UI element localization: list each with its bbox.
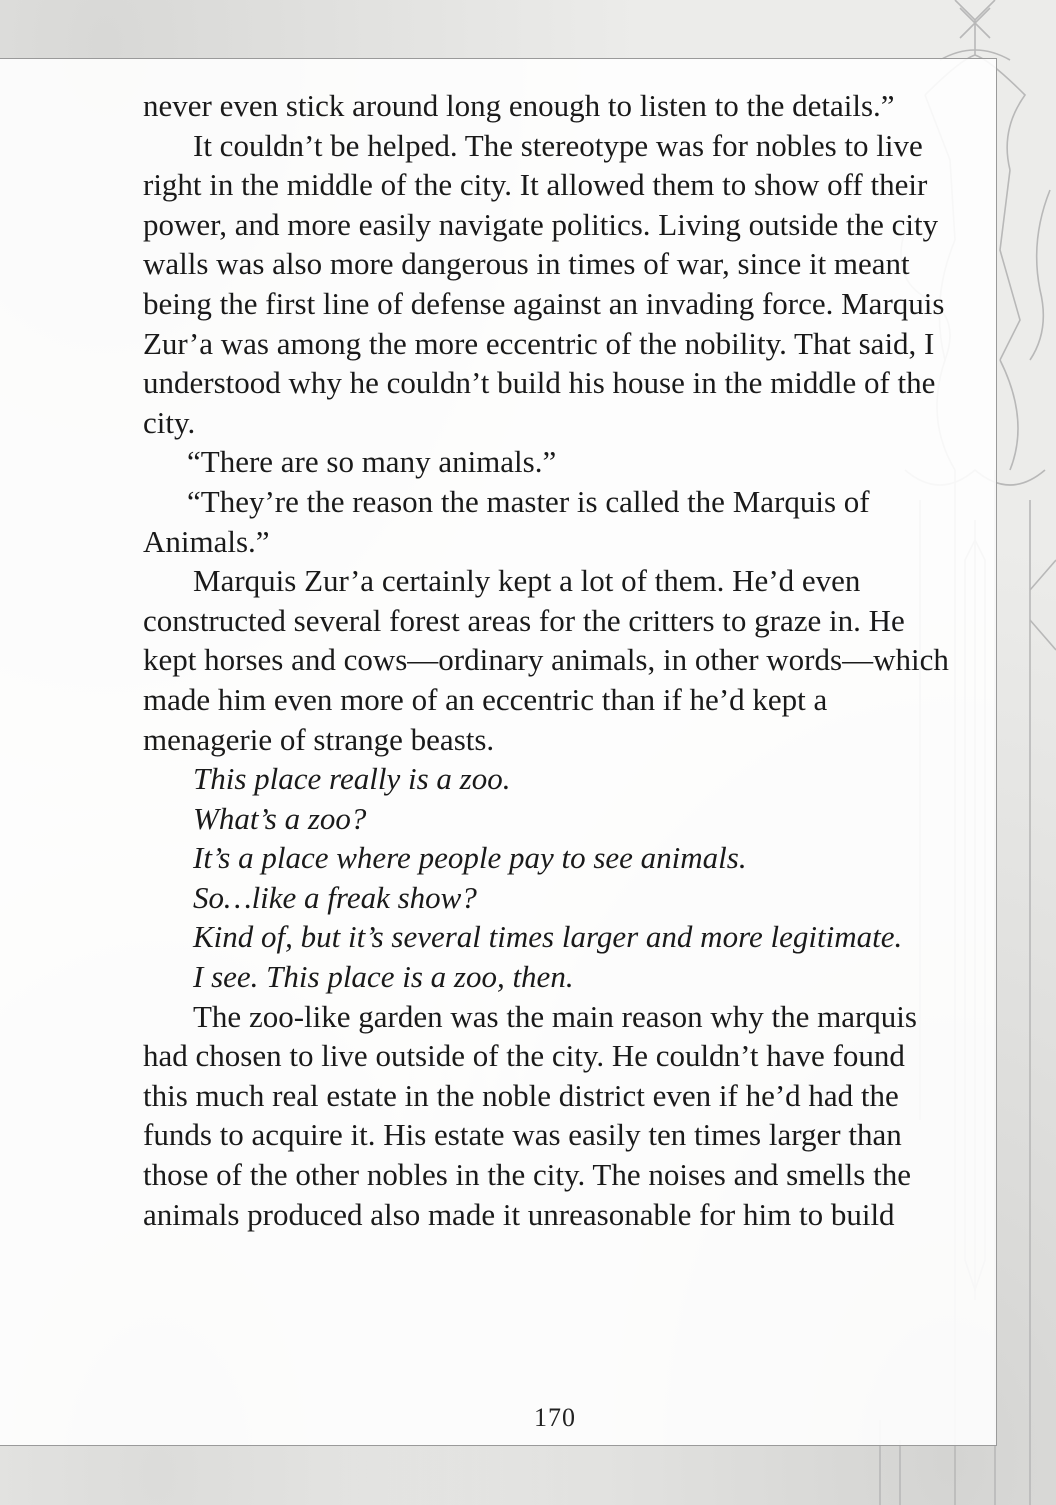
- italic-line-4: So…like a freak show?: [193, 879, 477, 915]
- italic-line-6: I see. This place is a zoo, then.: [193, 959, 574, 995]
- italic-line-2: What’s a zoo?: [193, 800, 367, 836]
- italic-line-1: This place really is a zoo.: [193, 761, 511, 797]
- page-number: 170: [534, 1403, 576, 1432]
- paragraph-2: It couldn’t be helped. The stereotype was for nobles to live right in the middle of the city. It allowed them to show off their power, and more easily navigate politics. Living outside the city walls was also more dangerous in times of war, since it meant being the first line of defense against an invading force. Marquis Zur’a was among the more eccentric of the nobility. That said, I understood why he couldn’t build his house in the middle of the city.: [143, 127, 953, 440]
- paragraph-1: never even stick around long enough to listen to the details.”: [143, 88, 895, 123]
- paragraph-5: Marquis Zur’a certainly kept a lot of them. He’d even constructed several forest areas for the critters to graze in. He kept horses and cows—ordinary animals, in other words—which made him even more of an eccentric than if he’d kept a menagerie of strange beasts.: [143, 563, 957, 757]
- italic-line-5: Kind of, but it’s several times larger and more legitimate.: [193, 919, 903, 955]
- paragraph-3: “There are so many animals.”: [187, 444, 557, 480]
- paragraph-4: “They’re the reason the master is called the Marquis of Animals.”: [143, 483, 876, 559]
- italic-line-3: It’s a place where people pay to see animals.: [193, 840, 747, 876]
- body-text: [143, 86, 957, 1234]
- paragraph-6: The zoo-like garden was the main reason why the marquis had chosen to live outside of the city. He couldn’t have found this much real estate in the noble district even if he’d had the funds to acquire it. His estate was easily ten times larger than those of the other nobles in the city. The noises and smells the animals produced also made it unreasonable for him to build: [143, 998, 925, 1232]
